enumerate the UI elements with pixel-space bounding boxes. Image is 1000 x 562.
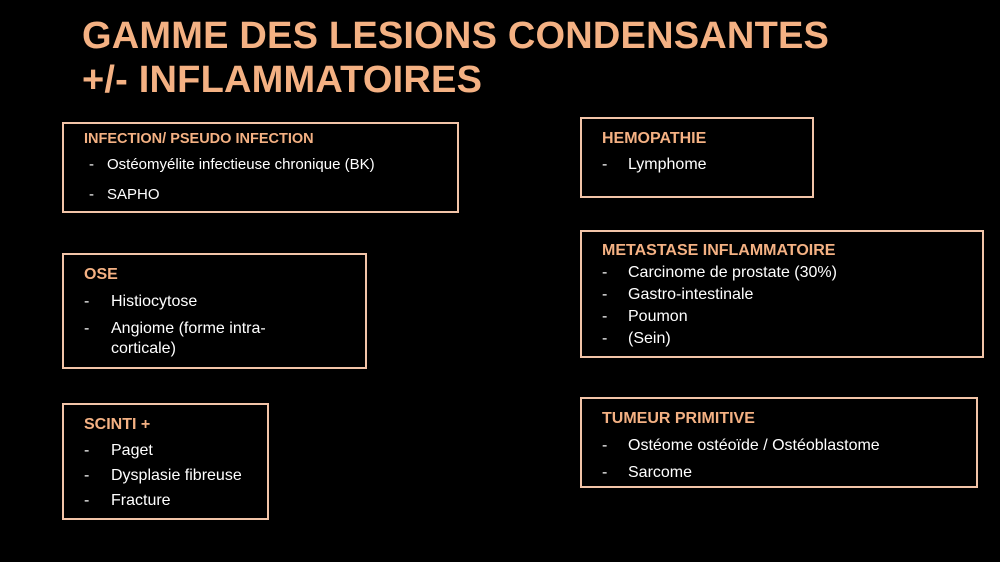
list-item-text: Sarcome [628, 464, 693, 481]
list-item [602, 463, 976, 483]
list-item [84, 186, 457, 204]
list-item [602, 285, 982, 305]
list-item [84, 466, 267, 486]
list-item-text: Angiome (forme intra-corticale) [111, 320, 266, 357]
infection-box [62, 122, 459, 213]
list-item-text: Paget [111, 442, 153, 459]
hemopathie-list [602, 155, 812, 175]
bullet-dash: - [602, 286, 608, 303]
list-item [84, 491, 267, 511]
list-item [602, 436, 976, 456]
slide-title [82, 14, 829, 102]
bullet-dash: - [602, 437, 608, 454]
hemopathie-box [580, 117, 814, 198]
metastase-box [580, 230, 984, 358]
list-item [602, 263, 982, 283]
list-item-text: Fracture [111, 492, 171, 509]
list-item-text: SAPHO [107, 186, 160, 203]
slide-title-line-2: +/- INFLAMMATOIRES [82, 59, 483, 101]
metastase-heading: METASTASE INFLAMMATOIRE [602, 242, 836, 259]
list-item [84, 156, 457, 174]
slide-title-line-1: GAMME DES LESIONS CONDENSANTES [82, 15, 830, 57]
bullet-dash: - [84, 492, 90, 509]
infection-heading: INFECTION/ PSEUDO INFECTION [84, 131, 314, 147]
ose-heading: OSE [84, 266, 118, 283]
list-item-text: Gastro-intestinale [628, 286, 754, 303]
ose-list [84, 292, 365, 359]
tumeur-primitive-list [602, 436, 976, 483]
list-item [602, 155, 812, 175]
bullet-dash: - [84, 467, 90, 484]
tumeur-primitive-box [580, 397, 978, 488]
scinti-heading: SCINTI + [84, 416, 151, 433]
bullet-dash: - [602, 464, 608, 481]
metastase-list [602, 263, 982, 349]
list-item-text: Carcinome de prostate (30%) [628, 264, 837, 281]
bullet-dash: - [602, 264, 608, 281]
ose-box [62, 253, 367, 369]
list-item-text: (Sein) [628, 330, 671, 347]
bullet-dash: - [602, 308, 608, 325]
list-item [602, 307, 982, 327]
bullet-dash: - [89, 156, 94, 173]
list-item-text: Ostéome ostéoïde / Ostéoblastome [628, 437, 880, 454]
bullet-dash: - [89, 186, 94, 203]
list-item [84, 319, 311, 359]
list-item [602, 329, 982, 349]
scinti-list [84, 441, 267, 511]
list-item-text: Ostéomyélite infectieuse chronique (BK) [107, 156, 375, 173]
tumeur-primitive-heading: TUMEUR PRIMITIVE [602, 410, 755, 427]
list-item-text: Lymphome [628, 156, 707, 173]
bullet-dash: - [84, 442, 90, 459]
list-item-text: Poumon [628, 308, 688, 325]
list-item-text: Dysplasie fibreuse [111, 467, 242, 484]
list-item [84, 292, 311, 312]
hemopathie-heading: HEMOPATHIE [602, 130, 707, 147]
list-item [84, 441, 267, 461]
bullet-dash: - [84, 293, 90, 310]
bullet-dash: - [84, 320, 90, 337]
bullet-dash: - [602, 330, 608, 347]
bullet-dash: - [602, 156, 608, 173]
scinti-box [62, 403, 269, 520]
infection-list [84, 156, 457, 204]
list-item-text: Histiocytose [111, 293, 198, 310]
